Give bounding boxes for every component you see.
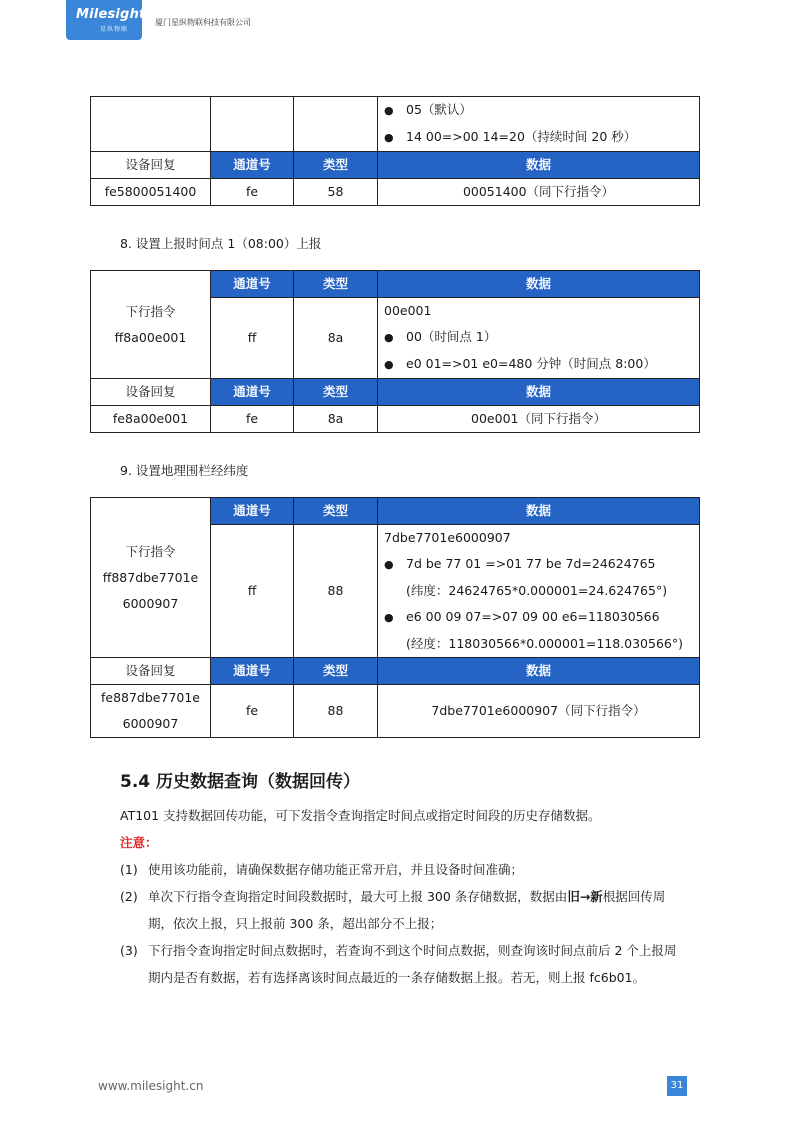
header-type: 类型	[294, 152, 378, 179]
downlink-cell	[91, 271, 211, 379]
company-name: 厦门星纵物联科技有限公司	[155, 18, 251, 27]
list-item: ● 14 00=>00 14=20（持续时间 20 秒）	[384, 124, 693, 151]
data-cell	[378, 298, 700, 379]
downlink-cmd-line: ff887dbe7701e	[102, 569, 199, 585]
list-item	[120, 937, 680, 991]
page-number: 31	[667, 1076, 687, 1096]
step-9-title: 9. 设置地理围栏经纬度	[120, 463, 249, 478]
item-number: (1)	[120, 862, 138, 877]
header-data: 数据	[378, 152, 700, 179]
footer-url[interactable]: www.milesight.cn	[98, 1079, 204, 1093]
item-text: 下行指令查询指定时间点数据时，若查询不到这个时间点数据，则查询该时间点前后 2 个上报周期内是否有数据，若有选择离该时间点最近的一条存储数据上报。若无，则上报 fc6b01。	[148, 943, 677, 985]
bullet-icon: ●	[384, 558, 394, 571]
item-text: 单次下行指令查询指定时间段数据时，最大可上报 300 条存储数据，数据由旧→新根据回传周期，依次上报，只上报前 300 条，超出部分不上报；	[148, 889, 666, 931]
section-title: 5.4 历史数据查询（数据回传）	[120, 772, 361, 792]
bullet-icon: ●	[384, 611, 394, 624]
empty-cell	[294, 97, 378, 152]
bullet-icon: ●	[384, 331, 394, 344]
header-data: 数据	[378, 379, 700, 406]
header-channel: 通道号	[211, 498, 294, 525]
data-hex: 7dbe7701e6000907	[384, 530, 511, 545]
header-channel: 通道号	[211, 152, 294, 179]
reply-cmd-line: 6000907	[122, 716, 179, 731]
data-cell	[378, 97, 700, 152]
downlink-cell	[91, 498, 211, 658]
item-number: (3)	[120, 943, 138, 958]
downlink-cmd: ff8a00e001	[114, 329, 187, 345]
reply-data: 00e001（同下行指令）	[378, 406, 700, 433]
step-8-title: 8. 设置上报时间点 1（08:00）上报	[120, 236, 322, 251]
header-data: 数据	[378, 658, 700, 685]
table-step8	[90, 270, 700, 433]
note-label: 注意：	[120, 835, 158, 850]
reply-cmd-line: fe887dbe7701e	[100, 690, 200, 705]
downlink-channel: ff	[211, 298, 294, 379]
downlink-cmd-line: 6000907	[122, 595, 179, 611]
header-type: 类型	[294, 658, 378, 685]
downlink-label: 下行指令	[125, 303, 176, 319]
reply-data: 00051400（同下行指令）	[378, 179, 700, 206]
data-hex: 00e001	[384, 303, 432, 318]
header-channel: 通道号	[211, 379, 294, 406]
list-item: ● e0 01=>01 e0=480 分钟（时间点 8:00）	[384, 351, 693, 378]
logo-subtext: 星纵物联	[100, 26, 129, 33]
logo-text: Milesight	[76, 7, 146, 22]
reply-data: 7dbe7701e6000907（同下行指令）	[378, 685, 700, 738]
list-item	[120, 883, 680, 937]
header-data: 数据	[378, 498, 700, 525]
item-number: (2)	[120, 889, 138, 904]
list-item-continued: (经度：118030566*0.000001=118.030566°)	[406, 636, 683, 651]
milesight-logo	[66, 0, 146, 40]
list-item-continued: (纬度：24624765*0.000001=24.624765°)	[406, 583, 668, 598]
header-channel: 通道号	[211, 271, 294, 298]
empty-cell	[91, 97, 211, 152]
list-item: ● e6 00 09 07=>07 09 00 e6=118030566	[384, 604, 693, 631]
bullet-icon: ●	[384, 104, 394, 117]
reply-label: 设备回复	[91, 658, 211, 685]
empty-cell	[211, 97, 294, 152]
data-cell	[378, 525, 700, 658]
reply-label: 设备回复	[91, 152, 211, 179]
reply-type: 8a	[294, 406, 378, 433]
reply-cmd: fe5800051400	[91, 179, 211, 206]
reply-cmd: fe8a00e001	[91, 406, 211, 433]
reply-label: 设备回复	[91, 379, 211, 406]
downlink-channel: ff	[211, 525, 294, 658]
list-item: ● 7d be 77 01 =>01 77 be 7d=24624765	[384, 551, 693, 578]
header-data: 数据	[378, 271, 700, 298]
header-channel: 通道号	[211, 658, 294, 685]
bullet-icon: ●	[384, 131, 394, 144]
page-header	[0, 0, 793, 48]
reply-channel: fe	[211, 685, 294, 738]
downlink-type: 88	[294, 525, 378, 658]
reply-cmd	[91, 685, 211, 738]
table-step7-continued	[90, 96, 700, 206]
header-type: 类型	[294, 271, 378, 298]
list-item: ● 00（时间点 1）	[384, 324, 693, 351]
downlink-type: 8a	[294, 298, 378, 379]
section-intro: AT101 支持数据回传功能，可下发指令查询指定时间点或指定时间段的历史存储数据。	[120, 808, 601, 823]
reply-channel: fe	[211, 406, 294, 433]
reply-type: 58	[294, 179, 378, 206]
header-type: 类型	[294, 498, 378, 525]
header-type: 类型	[294, 379, 378, 406]
table-step9	[90, 497, 700, 738]
downlink-label: 下行指令	[125, 543, 176, 559]
bullet-icon: ●	[384, 358, 394, 371]
list-item	[120, 856, 680, 883]
reply-type: 88	[294, 685, 378, 738]
item-text: 使用该功能前，请确保数据存储功能正常开启，并且设备时间准确；	[148, 862, 524, 877]
bold-text: 旧→新	[567, 889, 603, 904]
list-item: ● 05（默认）	[384, 97, 693, 124]
reply-channel: fe	[211, 179, 294, 206]
note-list	[120, 856, 680, 991]
